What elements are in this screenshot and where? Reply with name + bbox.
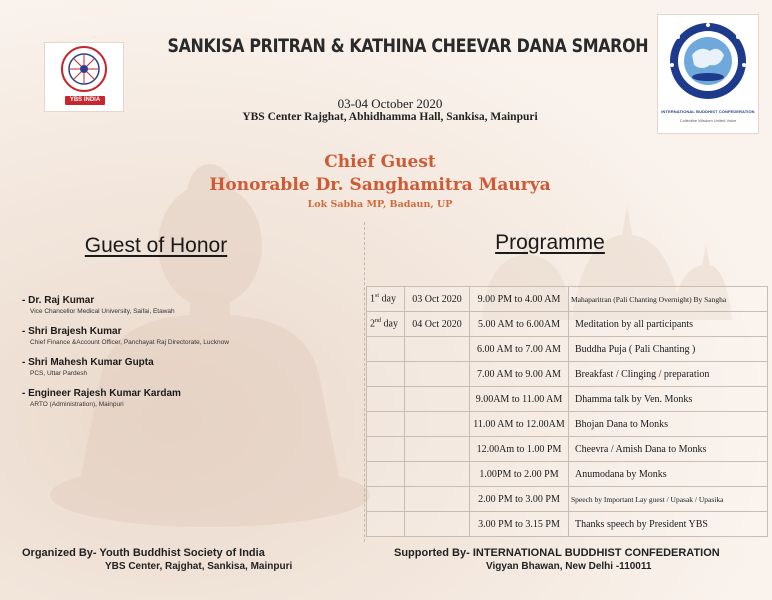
supported-by: Supported By- INTERNATIONAL BUDDHIST CONFEDERATION xyxy=(394,547,720,559)
guest-entry xyxy=(22,357,154,377)
event-date: 03-04 October 2020 xyxy=(337,96,443,111)
date-cell xyxy=(405,512,470,537)
date-cell xyxy=(405,362,470,387)
day-cell xyxy=(367,312,405,337)
event-title: SANKISA PRITRAN & KATHINA CHEEVAR DANA SMAROH xyxy=(167,36,649,57)
date-cell: 03 Oct 2020 xyxy=(405,287,470,312)
guest-name: - Engineer Rajesh Kumar Kardam xyxy=(22,388,181,399)
table-row xyxy=(367,462,768,487)
ybs-emblem-icon xyxy=(45,43,123,97)
day-cell xyxy=(367,412,405,437)
time-cell: 5.00 AM to 6.00AM xyxy=(470,312,569,337)
table-row xyxy=(367,287,768,312)
guest-name: - Shri Mahesh Kumar Gupta xyxy=(22,357,154,368)
table-row xyxy=(367,387,768,412)
guest-entry xyxy=(22,326,229,346)
organized-by: Organized By- Youth Buddhist Society of India xyxy=(22,547,265,559)
time-cell: 2.00 PM to 3.00 PM xyxy=(470,487,569,512)
ibc-logo-caption: INTERNATIONAL BUDDHIST CONFEDERATION xyxy=(661,109,755,114)
activity-cell: Buddha Puja ( Pali Chanting ) xyxy=(569,337,768,362)
date-cell xyxy=(405,487,470,512)
day-cell xyxy=(367,337,405,362)
date-cell xyxy=(405,412,470,437)
guest-role: PCS, Uttar Pardesh xyxy=(30,370,88,377)
day-number: 2 xyxy=(370,318,375,330)
activity-cell: Anumodana by Monks xyxy=(569,462,768,487)
table-row xyxy=(367,362,768,387)
table-row xyxy=(367,337,768,362)
ibc-logo-tagline: Collective Wisdom United Voice xyxy=(679,118,737,123)
day-number: 1 xyxy=(370,293,375,305)
ybs-logo xyxy=(44,42,124,112)
date-cell xyxy=(405,437,470,462)
day-cell xyxy=(367,362,405,387)
day-suffix: nd xyxy=(375,318,381,325)
guest-role: Vice Chancellor Medical University, Saifai, Etawah xyxy=(30,308,175,315)
guest-of-honor-title: Guest of Honor xyxy=(84,234,228,257)
day-cell xyxy=(367,512,405,537)
activity-cell: Thanks speech by President YBS xyxy=(569,512,768,537)
time-cell: 9.00 PM to 4.00 AM xyxy=(470,287,569,312)
column-divider xyxy=(364,222,365,542)
guest-role: ARTO (Administration), Mainpuri xyxy=(30,401,124,408)
date-cell xyxy=(405,337,470,362)
chief-guest-subtitle: Lok Sabha MP, Badaun, UP xyxy=(307,199,453,210)
activity-cell: Bhojan Dana to Monks xyxy=(569,412,768,437)
guest-role: Chief Finance &Account Officer, Panchayat Raj Directorate, Lucknow xyxy=(30,339,229,346)
day-cell xyxy=(367,462,405,487)
day-word: day xyxy=(381,318,398,330)
organized-address: YBS Center, Rajghat, Sankisa, Mainpuri xyxy=(105,561,293,572)
time-cell: 11.00 AM to 12.00AM xyxy=(470,412,569,437)
chief-guest-label: Chief Guest xyxy=(324,152,436,172)
event-venue: YBS Center Rajghat, Abhidhamma Hall, Sankisa, Mainpuri xyxy=(242,111,538,123)
chief-guest-name: Honorable Dr. Sanghamitra Maurya xyxy=(209,175,551,195)
programme-title: Programme xyxy=(495,231,605,254)
date-cell xyxy=(405,387,470,412)
programme-table xyxy=(366,286,768,537)
day-cell xyxy=(367,387,405,412)
guest-name: - Shri Brajesh Kumar xyxy=(22,326,122,337)
ibc-globe-icon xyxy=(658,15,758,107)
activity-cell: Cheevra / Amish Dana to Monks xyxy=(569,437,768,462)
day-suffix: st xyxy=(375,293,380,300)
activity-cell: Speech by Important Lay guest / Upasak / Upasika xyxy=(569,487,768,512)
day-cell xyxy=(367,487,405,512)
time-cell: 1.00PM to 2.00 PM xyxy=(470,462,569,487)
activity-cell: Breakfast / Clinging / preparation xyxy=(569,362,768,387)
table-row xyxy=(367,487,768,512)
date-cell: 04 Oct 2020 xyxy=(405,312,470,337)
ibc-logo xyxy=(657,14,759,134)
time-cell: 6.00 AM to 7.00 AM xyxy=(470,337,569,362)
time-cell: 3.00 PM to 3.15 PM xyxy=(470,512,569,537)
day-word: day xyxy=(379,293,396,305)
table-row xyxy=(367,312,768,337)
activity-cell: Dhamma talk by Ven. Monks xyxy=(569,387,768,412)
activity-cell: Meditation by all participants xyxy=(569,312,768,337)
supported-address: Vigyan Bhawan, New Delhi -110011 xyxy=(486,561,652,572)
guest-entry xyxy=(22,295,175,315)
day-cell xyxy=(367,287,405,312)
day-cell xyxy=(367,437,405,462)
time-cell: 12.00Am to 1.00 PM xyxy=(470,437,569,462)
table-row xyxy=(367,437,768,462)
time-cell: 9.00AM to 11.00 AM xyxy=(470,387,569,412)
activity-cell: Mahaparitran (Pali Chanting Overnight) By Sangha xyxy=(569,287,768,312)
time-cell: 7.00 AM to 9.00 AM xyxy=(470,362,569,387)
date-cell xyxy=(405,462,470,487)
table-row xyxy=(367,412,768,437)
guest-entry xyxy=(22,388,181,408)
table-row xyxy=(367,512,768,537)
guest-name: - Dr. Raj Kumar xyxy=(22,295,95,306)
ybs-logo-caption: YBS INDIA xyxy=(65,96,105,105)
